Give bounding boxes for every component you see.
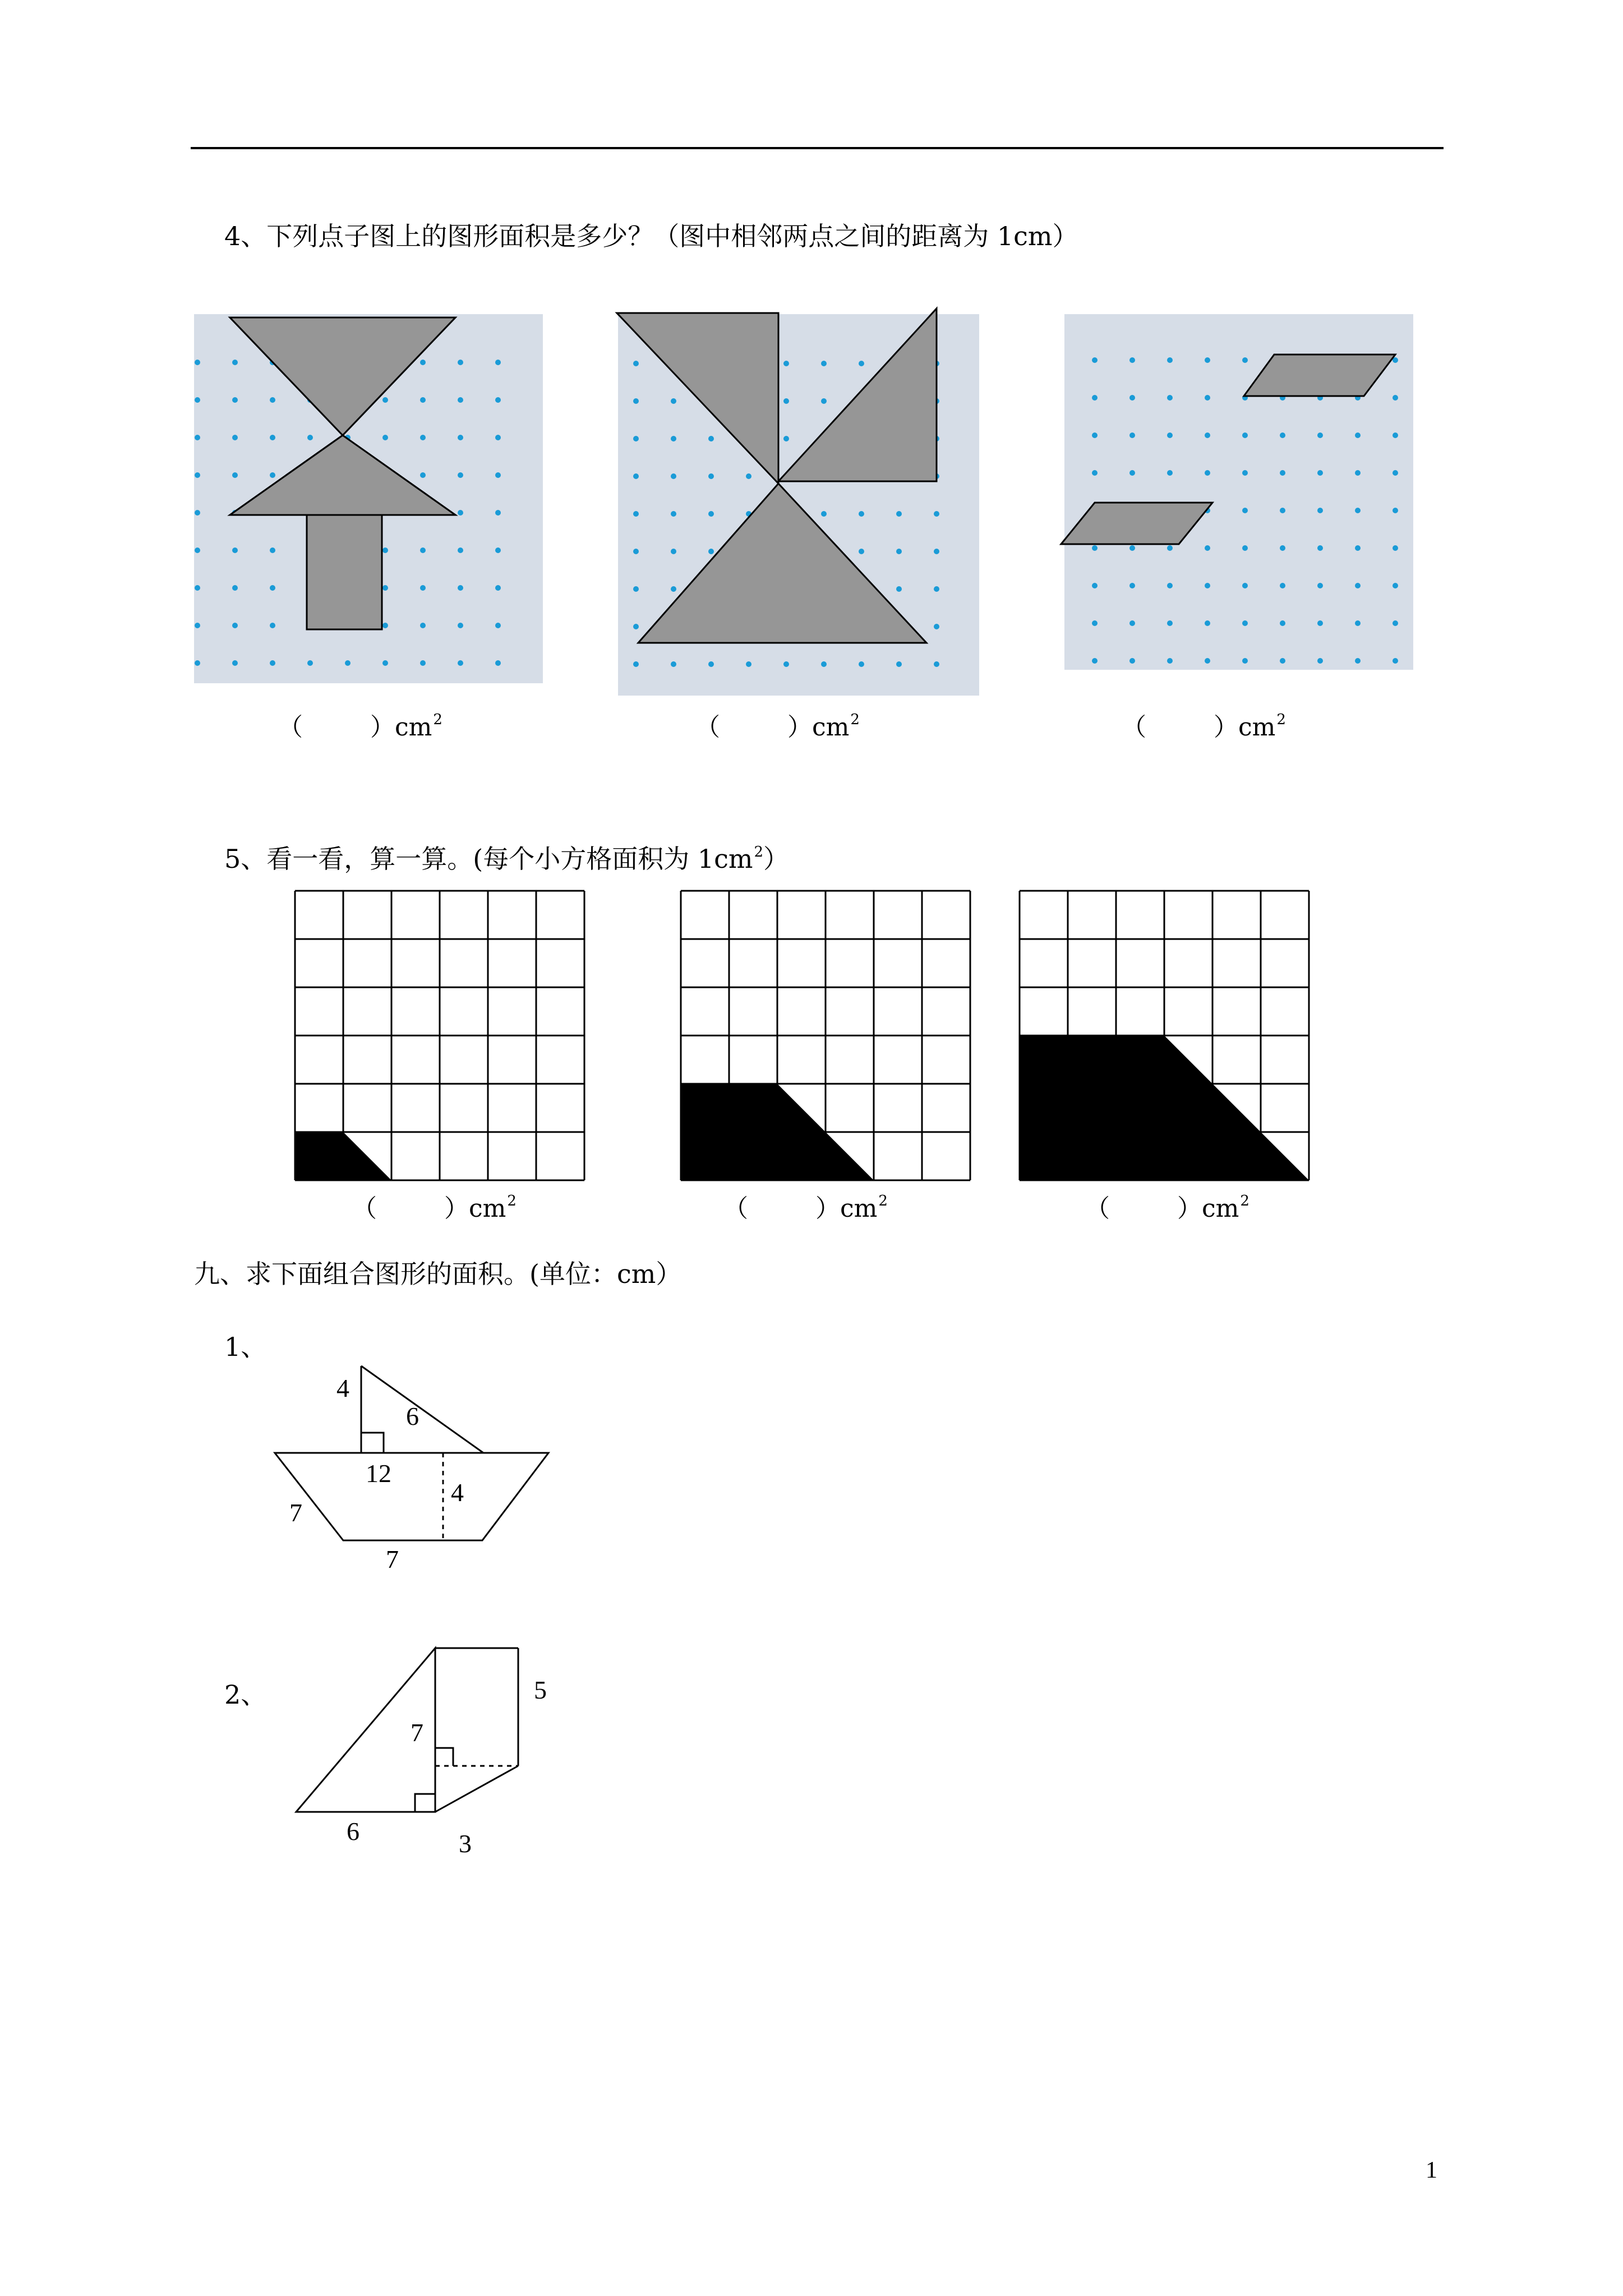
q5-grid-3 [1020,891,1309,1180]
boat-label-sail-hyp: 6 [406,1402,419,1430]
q5-grid-2 [681,891,970,1180]
q5-title: 5、看一看，算一算。(每个小方格面积为 $1cm^2$） [224,844,790,874]
q4-answer-3[interactable]: （ ）$cm^2$ [1122,711,1286,742]
fig2-label-right-side: 5 [534,1676,547,1704]
boat-figure [264,1352,555,1599]
q5-answer-2[interactable]: （ ）$cm^2$ [723,1193,888,1223]
q5-answer-3[interactable]: （ ）$cm^2$ [1085,1193,1249,1223]
q9-p1-number: 1、 [224,1332,267,1362]
q9-p2-number: 2、 [224,1680,267,1710]
trapezoid-figure [280,1638,572,1874]
q5-answer-1[interactable]: （ ）$cm^2$ [352,1193,517,1223]
boat-label-top-base: 12 [366,1459,391,1488]
fig2-label-base: 6 [347,1817,359,1846]
boat-label-sail-height: 4 [336,1374,349,1402]
boat-label-hull-side: 7 [289,1498,302,1527]
page-number: 1 [1426,2157,1437,2183]
q9-title: 九、求下面组合图形的面积。(单位：cm） [194,1259,682,1289]
fig2-label-height: 7 [411,1718,423,1747]
boat-label-bottom-base: 7 [386,1545,399,1573]
q4-answer-1[interactable]: （ ）$cm^2$ [278,711,442,742]
q4-answer-2[interactable]: （ ）$cm^2$ [695,711,860,742]
q5-grid-1 [295,891,584,1180]
q4-title: 4、下列点子图上的图形面积是多少？（图中相邻两点之间的距离为 1cm） [224,221,1078,251]
boat-label-hull-height: 4 [451,1478,464,1507]
fig2-label-lower-side: 3 [459,1829,472,1858]
